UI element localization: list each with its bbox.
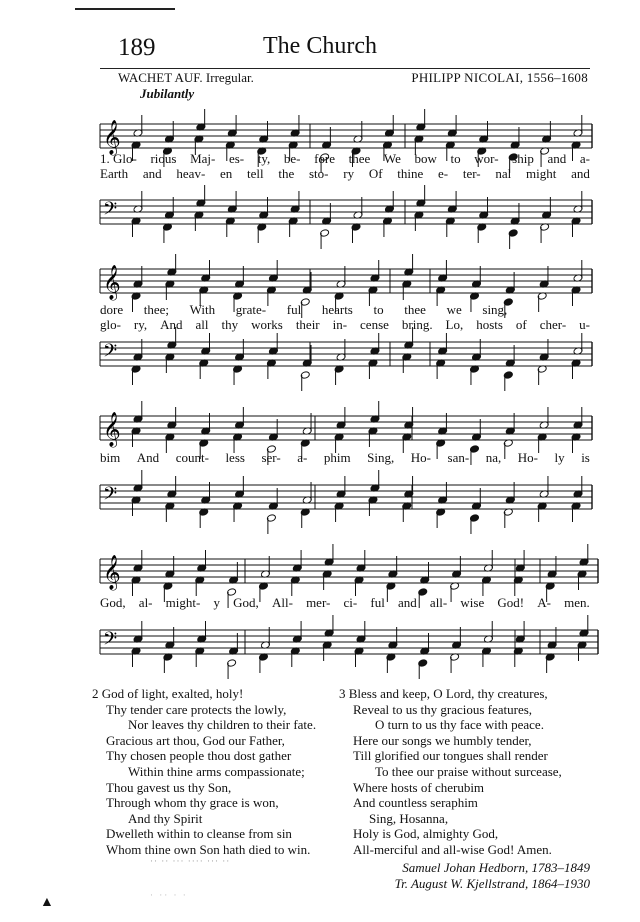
lyric-syllable: hosts [476,317,503,332]
lyric-syllable: bring. [401,317,433,332]
lyric-syllable: ry, [133,317,148,332]
lyric-syllable: ship [512,151,534,166]
verse-line: Where hosts of cherubim [353,779,485,795]
lyric-syllable: and [397,595,417,610]
lyric-syllable: thee [404,302,426,317]
verse-line: Through whom thy grace is won, [106,795,279,811]
lyric-syllable: grate- [235,302,267,317]
lyric-syllable: u- [579,317,590,332]
lyric-syllable: 1. Glo- [100,151,137,166]
lyric-syllable: bim [100,450,121,465]
verse-line: Sing, Hosanna, [369,810,449,826]
lyric-syllable: all- [429,595,448,610]
lyric-syllable: ful [370,595,385,610]
treble-clef-icon: 𝄞 [103,555,121,590]
lyric-syllable: tell [247,166,264,181]
verse-line: Thy chosen people thou dost gather [106,748,292,764]
verse-line: Dwelleth within to cleanse from sin [106,826,292,842]
lyric-syllable: in- [332,317,348,332]
header-rule [100,68,590,69]
tempo-marking: Jubilantly [140,86,195,101]
lyric-syllable: All- [271,595,293,610]
lyric-syllable: ry [343,166,355,181]
lyric-syllable: we [446,302,462,317]
treble-clef-icon: 𝄞 [103,412,121,447]
lyric-syllable: and [571,166,590,181]
lyric-syllable: thee [348,151,371,166]
lyric-syllable: thy [221,317,239,332]
lyric-syllable: their [295,317,320,332]
lyric-syllable: And [136,450,160,465]
verse-line: And countless seraphim [353,795,478,811]
lyric-line-1-1 [100,151,590,167]
lyric-syllable: We [383,151,401,166]
lyric-line-3-1 [100,450,590,466]
credits [395,860,590,892]
verse-line: Reveal to us thy gracious features, [353,701,533,717]
bass-clef-icon: 𝄢 [103,199,118,224]
lyric-syllable: ci- [343,595,358,610]
lyric-syllable: Sing, [367,450,395,465]
lyric-syllable: And [160,317,183,332]
verse-line: Within thine arms compassionate; [128,763,305,779]
lyric-syllable: san- [447,450,470,465]
verse-line: O turn to us thy face with peace. [375,717,544,733]
page-title: The Church [263,33,377,59]
translator-credit: Tr. August W. Kjellstrand, 1864–1930 [394,876,590,891]
verse-line: 3 Bless and keep, O Lord, thy creatures, [339,686,548,701]
verse-line: Nor leaves thy children to their fate. [128,717,317,733]
lyric-syllable: to [373,302,384,317]
verse-2 [92,686,317,858]
hymn-number: 189 [118,34,156,61]
verse-line: Thou gavest us thy Son, [106,779,232,795]
lyric-syllable: With [189,302,216,317]
corner-mark: ▲ [40,895,54,910]
verse-line: Here our songs we humbly tender, [353,732,532,748]
lyric-syllable: and [547,151,567,166]
lyric-syllable: e- [438,166,449,181]
verse-3 [339,686,562,858]
lyric-syllable: ser- [261,450,281,465]
lyric-syllable: the [278,166,295,181]
lyric-syllable: a- [297,450,308,465]
lyric-syllable: and [142,166,162,181]
lyric-syllable: mer- [306,595,331,610]
lyric-syllable: a- [579,151,590,166]
lyric-syllable: ty, [257,151,271,166]
faded-mark: · ·· · · [150,890,188,900]
lyric-syllable: to [450,151,461,166]
lyric-syllable: God, [233,595,259,610]
verse-line: 2 God of light, exalted, holy! [92,686,244,701]
music-system-3 [0,390,640,535]
lyric-syllable: all [195,317,209,332]
lyric-syllable: y [213,595,220,610]
lyric-syllable: sing, [482,302,508,317]
lyric-syllable: na, [485,450,502,465]
lyric-syllable: thine [397,166,424,181]
lyric-syllable: works [251,317,283,332]
lyric-syllable: en [220,166,233,181]
verse-line: Whom thine own Son hath died to win. [106,841,311,857]
music-system-2 [0,245,640,395]
lyric-syllable: bow [414,151,437,166]
lyric-syllable: thee; [143,302,170,317]
verse-line: Till glorified our tongues shall render [353,748,548,764]
lyric-syllable: ful [286,302,302,317]
author-credit: Samuel Johan Hedborn, 1783–1849 [402,860,590,875]
lyric-syllable: might [525,166,557,181]
lyric-syllable: less [225,450,245,465]
lyric-syllable: hearts [321,302,353,317]
lyric-syllable: cense [360,317,389,332]
verse-line: Holy is God, almighty God, [353,826,499,842]
composer-credit: PHILIPP NICOLAI, 1556–1608 [411,70,588,85]
music-system-4 [0,535,640,680]
lyric-syllable: Lo, [445,317,464,332]
lyric-syllable: A- [537,595,551,610]
lyric-syllable: nal [495,166,512,181]
lyric-syllable: is [581,450,590,465]
lyric-syllable: men. [564,595,590,610]
bass-clef-icon: 𝄢 [103,484,118,509]
lyric-syllable: glo- [100,317,121,332]
verse-line: Thy tender care protects the lowly, [106,701,287,717]
lyric-syllable: heav- [176,166,206,181]
lyric-syllable: count- [175,450,209,465]
bass-clef-icon: 𝄢 [103,629,118,654]
lyric-syllable: of [515,317,527,332]
lyric-syllable: Of [368,166,383,181]
lyric-line-4-1 [100,595,590,611]
lyric-syllable: phim [323,450,351,465]
lyric-syllable: fore [314,151,336,166]
lyric-syllable: al- [138,595,153,610]
lyric-syllable: might- [165,595,201,610]
lyric-syllable: wise [460,595,485,610]
bass-clef-icon: 𝄢 [103,341,118,366]
lyric-syllable: be- [283,151,301,166]
faded-stamp: ·· ·· ··· ···· ··· ·· [150,856,231,866]
lyric-syllable: Maj- [190,151,216,166]
lyric-syllable: Earth [100,166,129,181]
lyric-line-2-2 [100,317,590,333]
verse-line: Gracious art thou, God our Father, [106,732,285,748]
lyric-syllable: God, [100,595,126,610]
verse-line: And thy Spirit [128,810,203,826]
music-system-1 [0,100,640,255]
top-rule [75,8,175,10]
verse-line: To thee our praise without surcease, [375,763,562,779]
lyric-syllable: sto- [309,166,329,181]
lyric-syllable: es- [228,151,245,166]
lyric-syllable: God! [497,595,525,610]
lyric-syllable: rious [150,151,177,166]
lyric-syllable: Ho- [517,450,538,465]
lyric-syllable: Ho- [410,450,431,465]
verse-line: All-merciful and all-wise God! Amen. [353,841,552,857]
treble-clef-icon: 𝄞 [103,120,121,155]
treble-clef-icon: 𝄞 [103,265,121,300]
lyric-syllable: cher- [539,317,567,332]
lyric-syllable: dore [100,302,124,317]
lyric-syllable: ly [554,450,565,465]
lyric-syllable: wor- [474,151,499,166]
lyric-line-2-1 [100,302,590,318]
lyric-line-1-2 [100,166,590,182]
tune-name: WACHET AUF. Irregular. [118,70,254,85]
lyric-syllable: ter- [462,166,481,181]
